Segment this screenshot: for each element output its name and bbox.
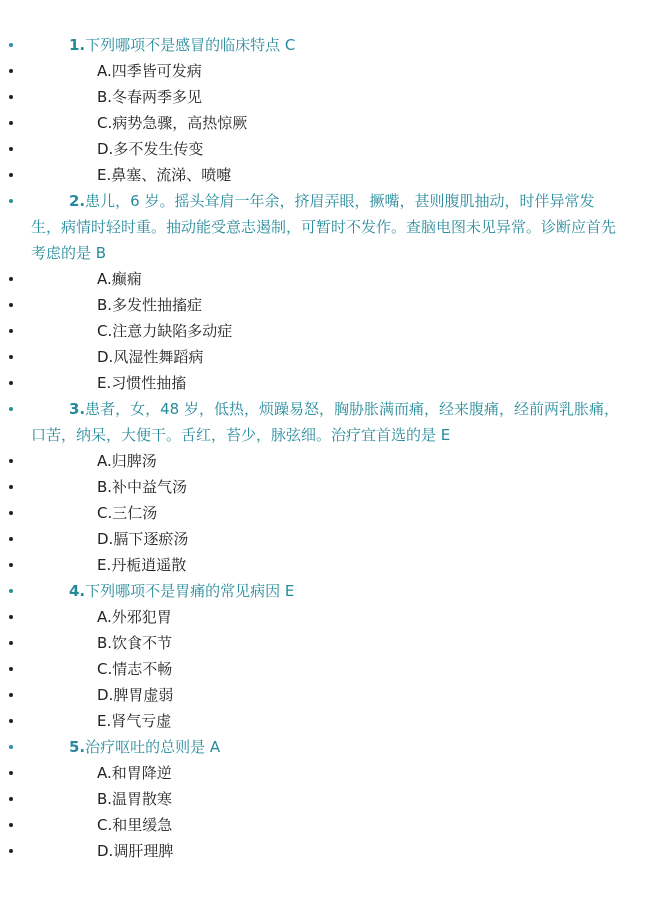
option-text: C.情志不畅 bbox=[97, 660, 173, 678]
bullet-icon bbox=[9, 745, 13, 749]
bullet-icon bbox=[9, 381, 13, 385]
bullet-icon bbox=[9, 823, 13, 827]
bullet-icon bbox=[9, 615, 13, 619]
option-text: C.和里缓急 bbox=[97, 816, 173, 834]
option-text: A.四季皆可发病 bbox=[97, 62, 202, 80]
bullet-icon bbox=[9, 797, 13, 801]
question-5-option-d bbox=[0, 838, 650, 864]
bullet-icon bbox=[9, 95, 13, 99]
question-2 bbox=[0, 188, 650, 266]
question-5-stem: 治疗呕吐的总则是 A bbox=[85, 738, 221, 756]
bullet-icon bbox=[9, 121, 13, 125]
option-text: C.注意力缺陷多动症 bbox=[97, 322, 233, 340]
bullet-icon bbox=[9, 771, 13, 775]
question-4-option-a bbox=[0, 604, 650, 630]
bullet-icon bbox=[9, 485, 13, 489]
question-5 bbox=[0, 734, 650, 760]
question-3-option-c bbox=[0, 500, 650, 526]
bullet-icon bbox=[9, 303, 13, 307]
option-text: E.习惯性抽搐 bbox=[97, 374, 187, 392]
question-1-option-c bbox=[0, 110, 650, 136]
question-3-option-b bbox=[0, 474, 650, 500]
option-text: D.脾胃虚弱 bbox=[97, 686, 174, 704]
bullet-icon bbox=[9, 277, 13, 281]
question-3-text bbox=[0, 396, 650, 448]
option-text: D.多不发生传变 bbox=[97, 140, 204, 158]
bullet-icon bbox=[9, 537, 13, 541]
bullet-icon bbox=[9, 667, 13, 671]
option-text: D.调肝理脾 bbox=[97, 842, 174, 860]
question-4-option-b bbox=[0, 630, 650, 656]
question-2-option-e bbox=[0, 370, 650, 396]
question-3-number: 3. bbox=[69, 400, 86, 418]
bullet-icon bbox=[9, 147, 13, 151]
option-text: B.温胃散寒 bbox=[97, 790, 173, 808]
bullet-icon bbox=[9, 173, 13, 177]
bullet-icon bbox=[9, 511, 13, 515]
bullet-icon bbox=[9, 355, 13, 359]
option-text: E.鼻塞、流涕、喷嚏 bbox=[97, 166, 232, 184]
question-3-stem: 患者，女，48 岁，低热，烦躁易怒，胸胁胀满而痛，经来腹痛，经前两乳胀痛，口苦，纳呆，大便干。舌红，苔少，脉弦细。治疗宜首选的是 E bbox=[31, 400, 619, 444]
question-4-text bbox=[0, 578, 650, 604]
question-5-number: 5. bbox=[69, 738, 86, 756]
question-2-stem: 患儿，6 岁。摇头耸肩一年余，挤眉弄眼，撅嘴，甚则腹肌抽动，时伴异常发生，病情时轻时重。抽动能受意志遏制，可暂时不发作。查脑电图未见异常。诊断应首先考虑的是 B bbox=[31, 192, 617, 262]
bullet-icon bbox=[9, 459, 13, 463]
question-1-stem: 下列哪项不是感冒的临床特点 C bbox=[85, 36, 296, 54]
bullet-icon bbox=[9, 641, 13, 645]
question-1-text bbox=[0, 32, 650, 58]
option-text: C.病势急骤，高热惊厥 bbox=[97, 114, 248, 132]
option-text: B.补中益气汤 bbox=[97, 478, 188, 496]
question-3 bbox=[0, 396, 650, 448]
question-2-number: 2. bbox=[69, 192, 86, 210]
question-1-option-e bbox=[0, 162, 650, 188]
option-text: B.多发性抽搐症 bbox=[97, 296, 203, 314]
bullet-icon bbox=[9, 563, 13, 567]
question-2-option-a bbox=[0, 266, 650, 292]
option-text: A.和胃降逆 bbox=[97, 764, 172, 782]
question-4-option-d bbox=[0, 682, 650, 708]
bullet-icon bbox=[9, 589, 13, 593]
option-text: C.三仁汤 bbox=[97, 504, 158, 522]
question-4-option-c bbox=[0, 656, 650, 682]
question-4 bbox=[0, 578, 650, 604]
question-2-option-c bbox=[0, 318, 650, 344]
question-4-number: 4. bbox=[69, 582, 86, 600]
option-text: B.冬春两季多见 bbox=[97, 88, 203, 106]
bullet-icon bbox=[9, 849, 13, 853]
question-2-option-d bbox=[0, 344, 650, 370]
option-text: D.风湿性舞蹈病 bbox=[97, 348, 204, 366]
option-text: B.饮食不节 bbox=[97, 634, 173, 652]
option-text: A.癫痫 bbox=[97, 270, 142, 288]
question-5-option-c bbox=[0, 812, 650, 838]
question-2-option-b bbox=[0, 292, 650, 318]
question-5-option-a bbox=[0, 760, 650, 786]
question-4-option-e bbox=[0, 708, 650, 734]
question-1-option-d bbox=[0, 136, 650, 162]
bullet-icon bbox=[9, 329, 13, 333]
question-2-text bbox=[0, 188, 650, 266]
question-1-option-b bbox=[0, 84, 650, 110]
bullet-icon bbox=[9, 69, 13, 73]
question-3-option-a bbox=[0, 448, 650, 474]
option-text: A.外邪犯胃 bbox=[97, 608, 172, 626]
bullet-icon bbox=[9, 693, 13, 697]
question-5-option-b bbox=[0, 786, 650, 812]
question-1-number: 1. bbox=[69, 36, 86, 54]
question-5-text bbox=[0, 734, 650, 760]
option-text: A.归脾汤 bbox=[97, 452, 157, 470]
bullet-icon bbox=[9, 43, 13, 47]
question-4-stem: 下列哪项不是胃痛的常见病因 E bbox=[85, 582, 295, 600]
question-1 bbox=[0, 32, 650, 58]
bullet-icon bbox=[9, 199, 13, 203]
option-text: E.丹栀逍遥散 bbox=[97, 556, 187, 574]
option-text: E.肾气亏虚 bbox=[97, 712, 172, 730]
option-text: D.膈下逐瘀汤 bbox=[97, 530, 189, 548]
bullet-icon bbox=[9, 407, 13, 411]
question-1-option-a bbox=[0, 58, 650, 84]
question-3-option-e bbox=[0, 552, 650, 578]
bullet-icon bbox=[9, 719, 13, 723]
question-3-option-d bbox=[0, 526, 650, 552]
